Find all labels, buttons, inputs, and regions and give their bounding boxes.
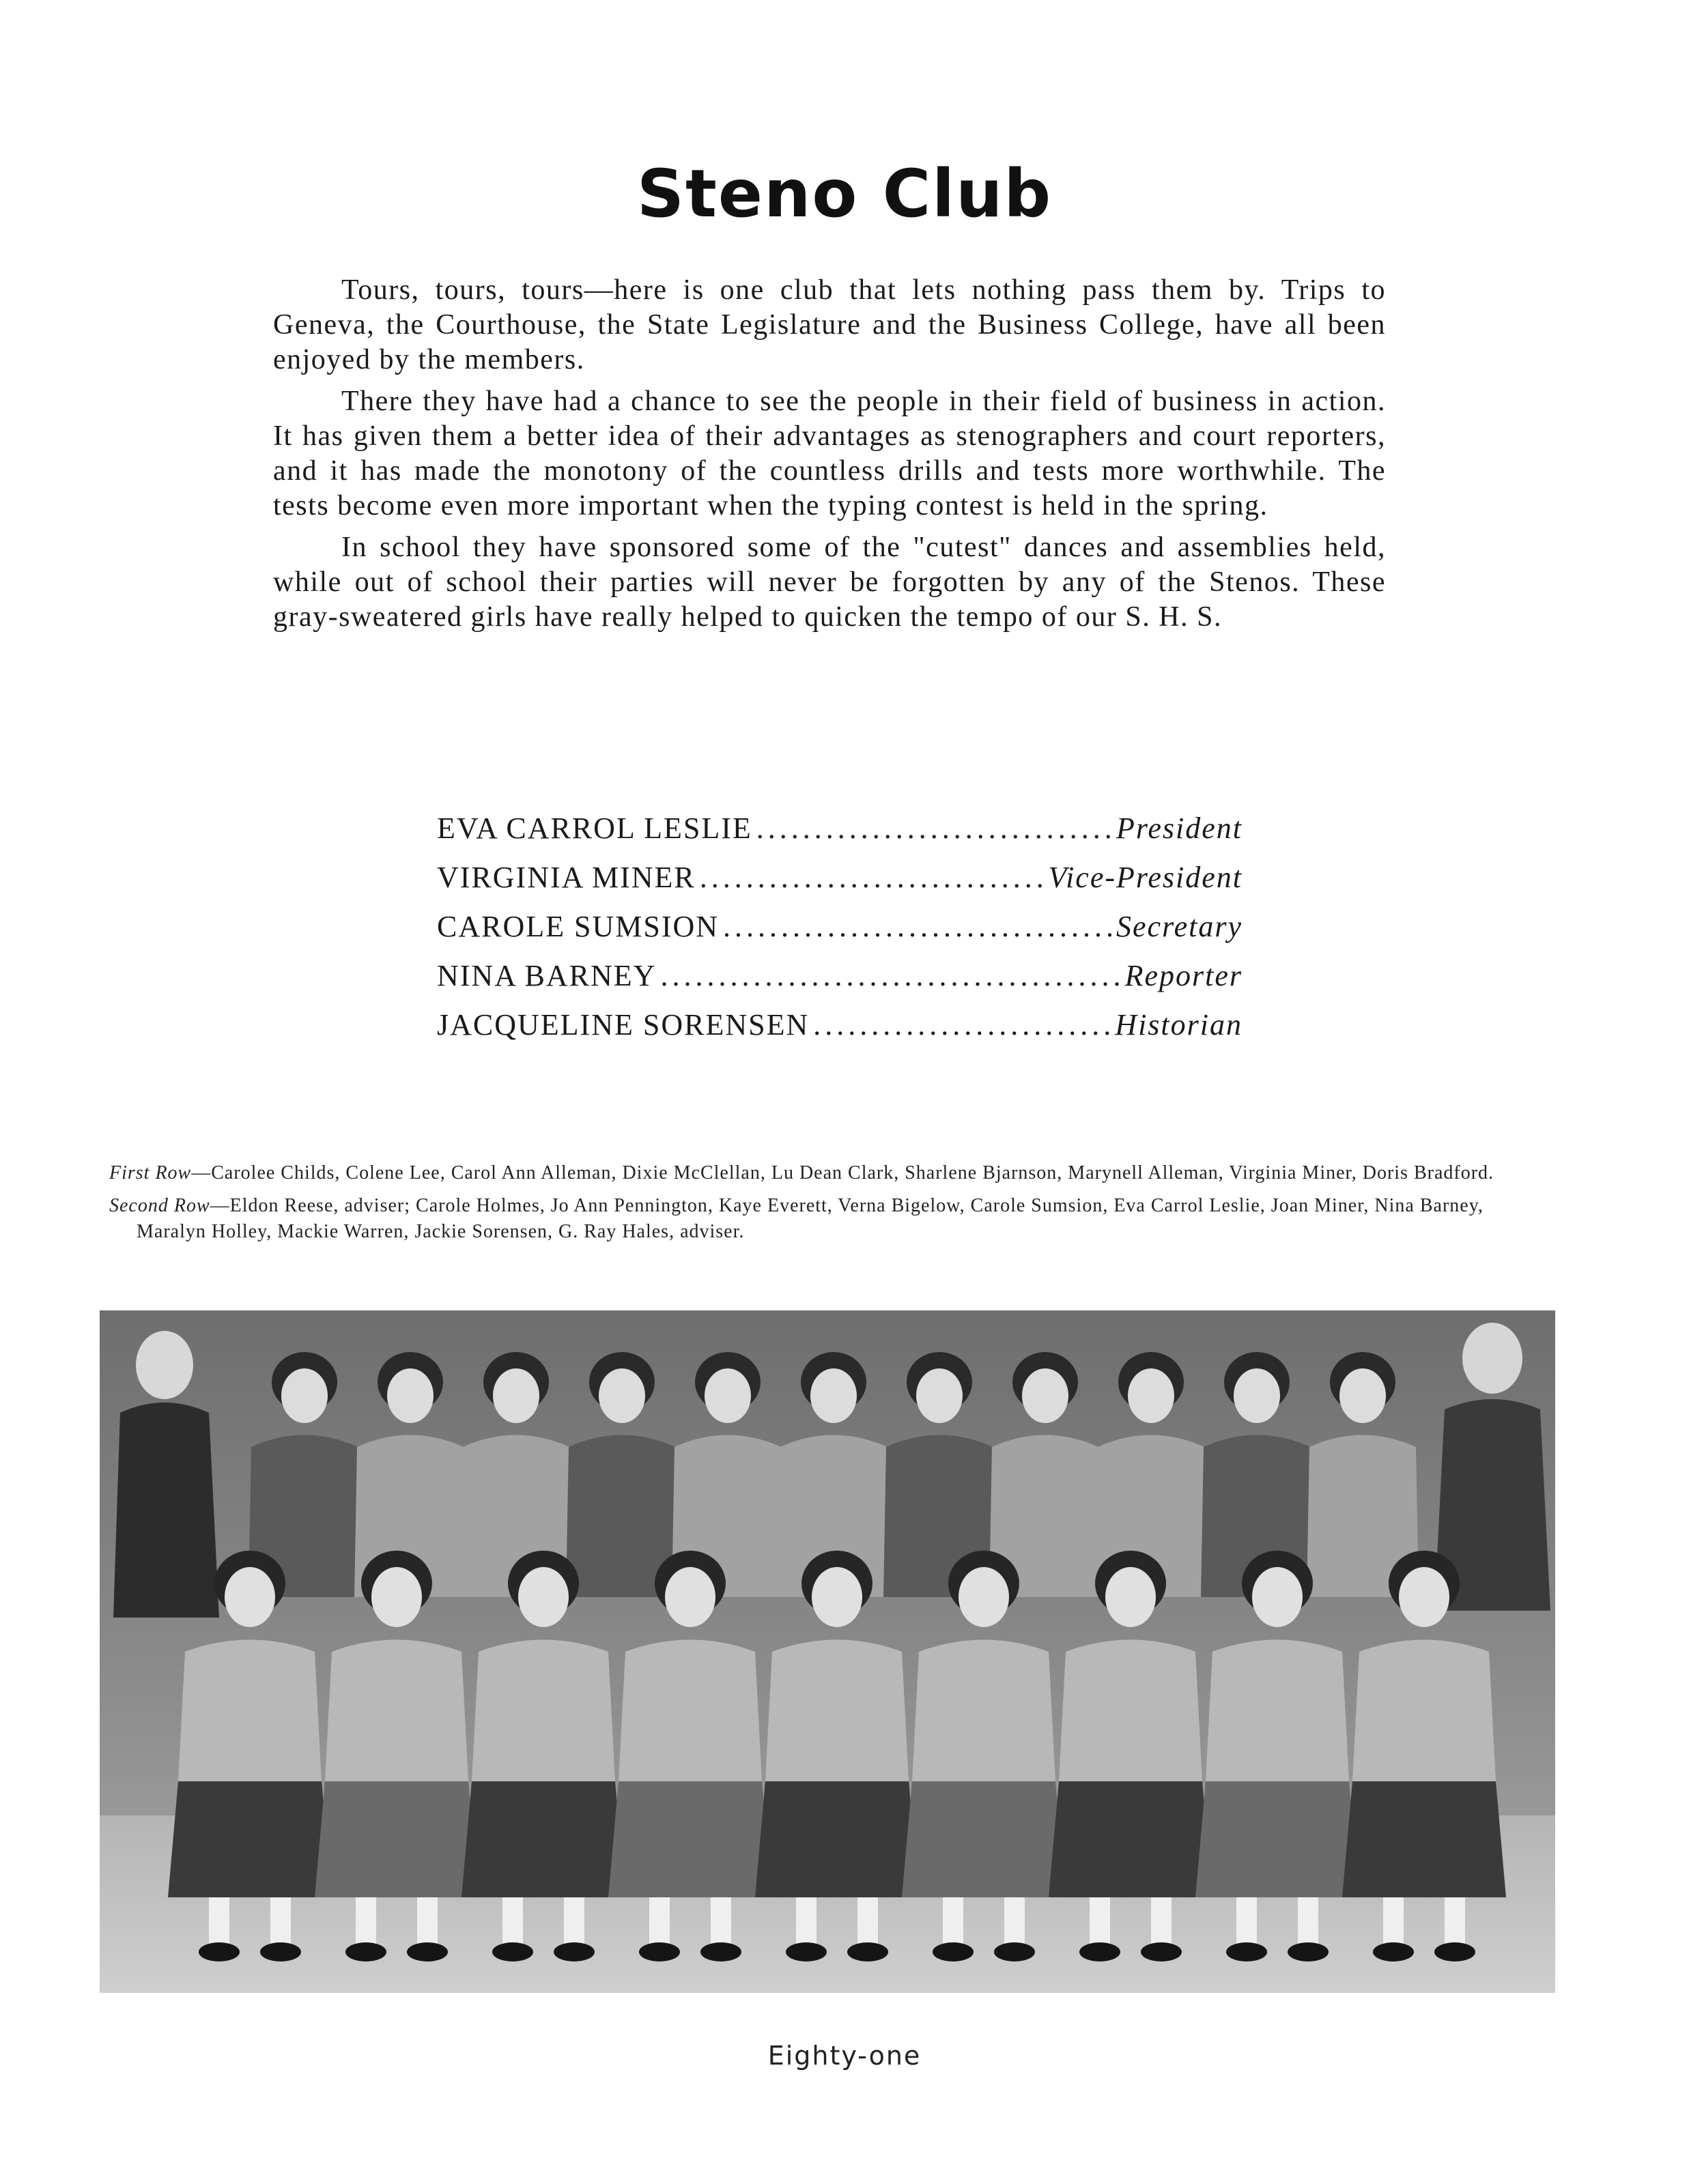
officer-row [437,958,1243,1007]
officer-row [437,909,1243,958]
page-title: Steno Club [636,156,1053,232]
row-label: Second Row [109,1195,210,1216]
officer-row [437,860,1243,909]
club-description [273,273,1386,642]
officer-name: VIRGINIA MINER [437,861,696,894]
officer-name: EVA CARROL LESLIE [437,811,752,845]
officer-role: Secretary [1116,910,1243,943]
leader-dots [700,860,1045,895]
officer-role: Reporter [1124,959,1243,992]
leader-dots [756,811,1112,846]
officer-role: Vice-President [1048,861,1243,894]
officer-role: President [1116,811,1243,845]
officers-list [437,811,1243,1057]
paragraph: In school they have sponsored some of the "cutest" dances and assemblies held, while out of school their parties will never be forgotten by any of the Stenos. These gray-sweatered girls have really helped to quicken the tempo of our S. H. S. [273,532,1386,633]
leader-dots [723,909,1112,944]
group-photo [100,1310,1555,1993]
photo-caption [109,1160,1536,1252]
row-label: First Row [109,1162,192,1183]
row-names: —Carolee Childs, Colene Lee, Carol Ann Alleman, Dixie McClellan, Lu Dean Clark, Sharlene Bjarnson, Marynell Alleman, Virginia Miner, Doris Bradford. [191,1162,1494,1183]
officer-row [437,811,1243,860]
officer-name: CAROLE SUMSION [437,910,720,943]
leader-dots [813,1007,1111,1042]
officer-role: Historian [1115,1008,1243,1041]
row-names: —Eldon Reese, adviser; Carole Holmes, Jo Ann Pennington, Kaye Everett, Verna Bigelow, Carole Sumsion, Eva Carrol Leslie, Joan Miner, Nina Barney, Maralyn Holley, Mackie Warren, Jackie Sorensen, G. Ray Hales, adviser. [137,1195,1484,1242]
paragraph: There they have had a chance to see the people in their field of business in action. It has given them a better idea of their advantages as stenographers and court reporters, and it has made the monotony of the countless drills and tests more worthwhile. The tests become even more important when the typing contest is held in the spring. [273,386,1386,521]
paragraph: Tours, tours, tours—here is one club that lets nothing pass them by. Trips to Geneva, the Courthouse, the State Legislature and the Business College, have all been enjoyed by the members. [273,274,1386,375]
caption-second-row [109,1193,1536,1245]
officer-name: NINA BARNEY [437,959,657,992]
page-number: Eighty-one [767,2041,922,2071]
officer-row [437,1007,1243,1057]
caption-first-row [109,1160,1536,1186]
officer-name: JACQUELINE SORENSEN [437,1008,810,1041]
group-photo-icon [100,1310,1555,1993]
leader-dots [660,958,1120,993]
